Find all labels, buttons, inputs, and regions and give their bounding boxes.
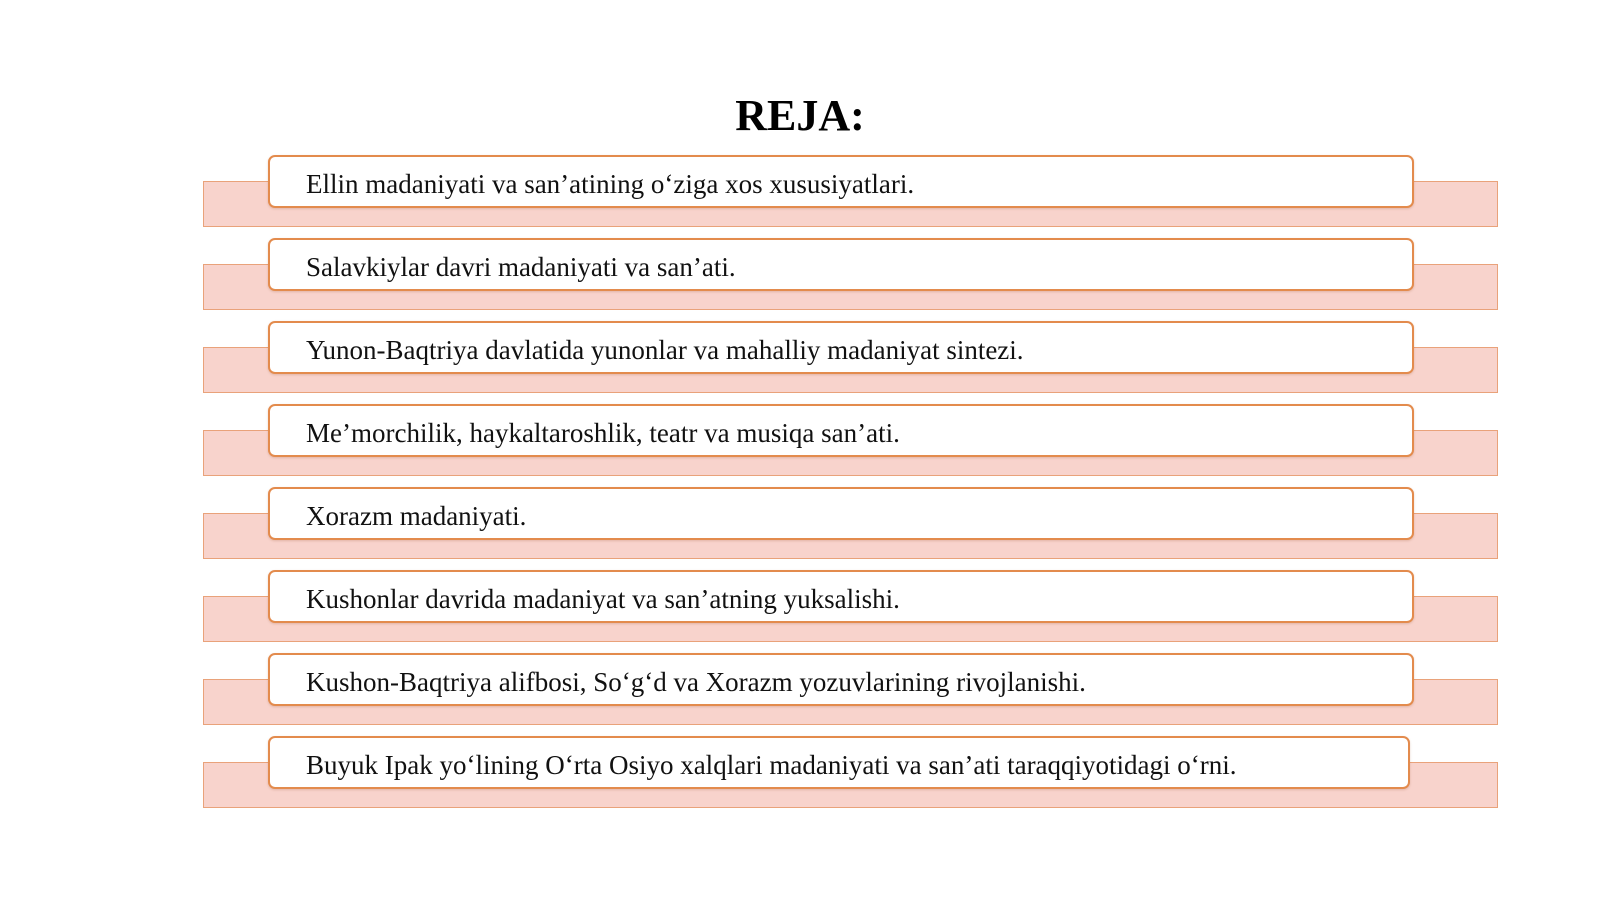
plan-item-text: Me’morchilik, haykaltaroshlik, teatr va musiqa san’ati.	[306, 418, 900, 448]
plan-item-text: Kushonlar davrida madaniyat va san’atning yuksalishi.	[306, 584, 900, 614]
plan-item-text: Ellin madaniyati va san’atining o‘ziga xos xususiyatlari.	[306, 169, 915, 199]
plan-item-text: Kushon-Baqtriya alifbosi, So‘g‘d va Xorazm yozuvlarining rivojlanishi.	[306, 667, 1086, 697]
plan-item-text: Salavkiylar davri madaniyati va san’ati.	[306, 252, 736, 282]
plan-item-text: Buyuk Ipak yo‘lining O‘rta Osiyo xalqlari madaniyati va san’ati taraqqiyotidagi o‘rni.	[306, 750, 1237, 780]
plan-item	[0, 736, 1600, 811]
plan-item	[0, 238, 1600, 313]
plan-item-card	[268, 155, 1414, 208]
plan-item	[0, 155, 1600, 230]
plan-item-card	[268, 404, 1414, 457]
plan-item-card	[268, 238, 1414, 291]
plan-item-card	[268, 736, 1410, 789]
plan-item-card	[268, 653, 1414, 706]
plan-item	[0, 487, 1600, 562]
plan-item-card	[268, 321, 1414, 374]
plan-item-card	[268, 487, 1414, 540]
plan-item-card	[268, 570, 1414, 623]
slide-title: REJA:	[735, 91, 865, 140]
plan-item-text: Yunon-Baqtriya davlatida yunonlar va mahalliy madaniyat sintezi.	[306, 335, 1024, 365]
plan-item	[0, 653, 1600, 728]
plan-item	[0, 321, 1600, 396]
plan-item	[0, 404, 1600, 479]
plan-item	[0, 570, 1600, 645]
plan-item-text: Xorazm madaniyati.	[306, 501, 527, 531]
